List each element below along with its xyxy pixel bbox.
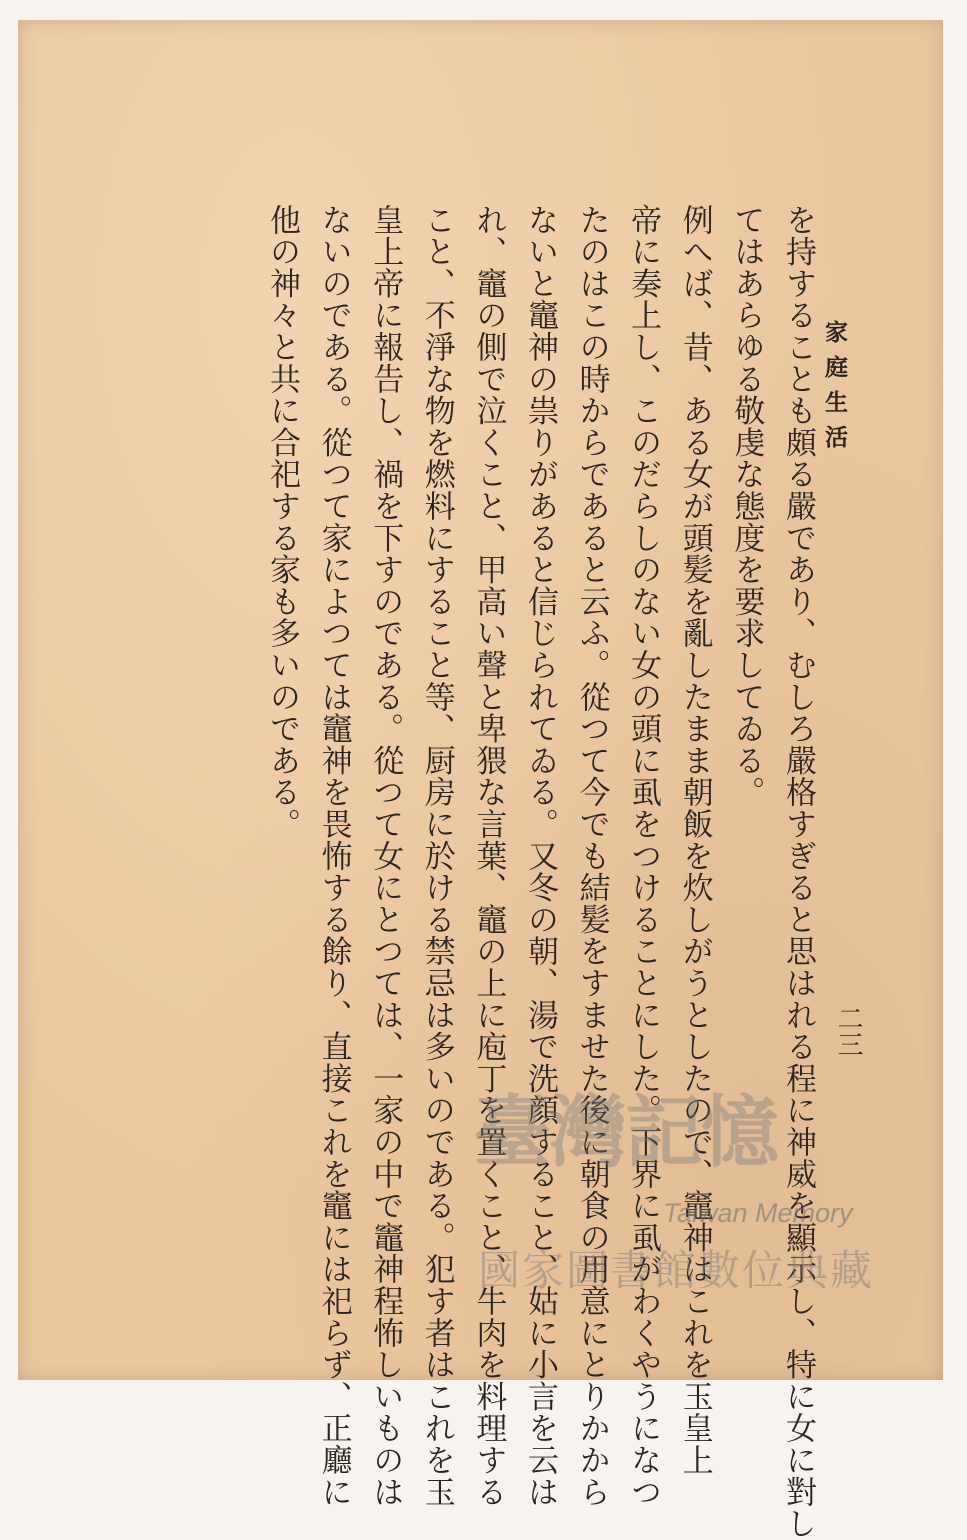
text-column: を持することも頗る嚴であり、むしろ嚴格すぎると思はれる程に神威を顯示し、特に女に對し bbox=[779, 204, 816, 1540]
text-column: 帝に奏上し、このだらしのない女の頭に虱をつけることにした。下界に虱がわくやうになつ bbox=[625, 204, 662, 1508]
text-column: 例へば、昔、ある女が頭髪を亂したまま朝飯を炊しがうとしたので、竈神はこれを玉皇上 bbox=[676, 204, 713, 1476]
watermark-caption: 國家圖書館數位典藏 bbox=[478, 1246, 875, 1295]
running-head: 家庭生活 bbox=[821, 320, 848, 460]
watermark bbox=[473, 1070, 933, 1300]
text-column: たのはこの時からであると云ふ。從つて今でも結髪をすませた後に朝食の用意にとりかから bbox=[573, 204, 610, 1508]
text-column: ないと竈神の祟りがあると信じられてゐる。又冬の朝、湯で洗顔すること、姑に小言を云は bbox=[521, 204, 558, 1508]
text-column: こと、不淨な物を燃料にすること等、厨房に於ける禁忌は多いのである。犯す者はこれを玉 bbox=[418, 204, 455, 1508]
watermark-brand: Taiwan Memory bbox=[663, 1198, 853, 1228]
text-column: てはあらゆる敬虔な態度を要求してゐる。 bbox=[728, 204, 765, 809]
text-column: ないのである。從つて家によつては竈神を畏怖する餘り、直接これを竈には祀らず、正廳に bbox=[315, 204, 352, 1508]
watermark-logo: 臺灣記憶 bbox=[473, 1087, 778, 1178]
text-column: 他の神々と共に合祀する家も多いのである。 bbox=[264, 204, 300, 840]
text-column: 皇上帝に報告し、禍を下すのである。從つて女にとつては、一家の中で竈神程怖しいものは bbox=[367, 204, 404, 1508]
book-page bbox=[18, 20, 943, 1540]
page-number: 二三 bbox=[833, 1005, 863, 1057]
text-column: れ、竈の側で泣くこと、甲高い聲と卑猥な言葉、竈の上に庖丁を置くこと、牛肉を料理する bbox=[470, 204, 507, 1508]
